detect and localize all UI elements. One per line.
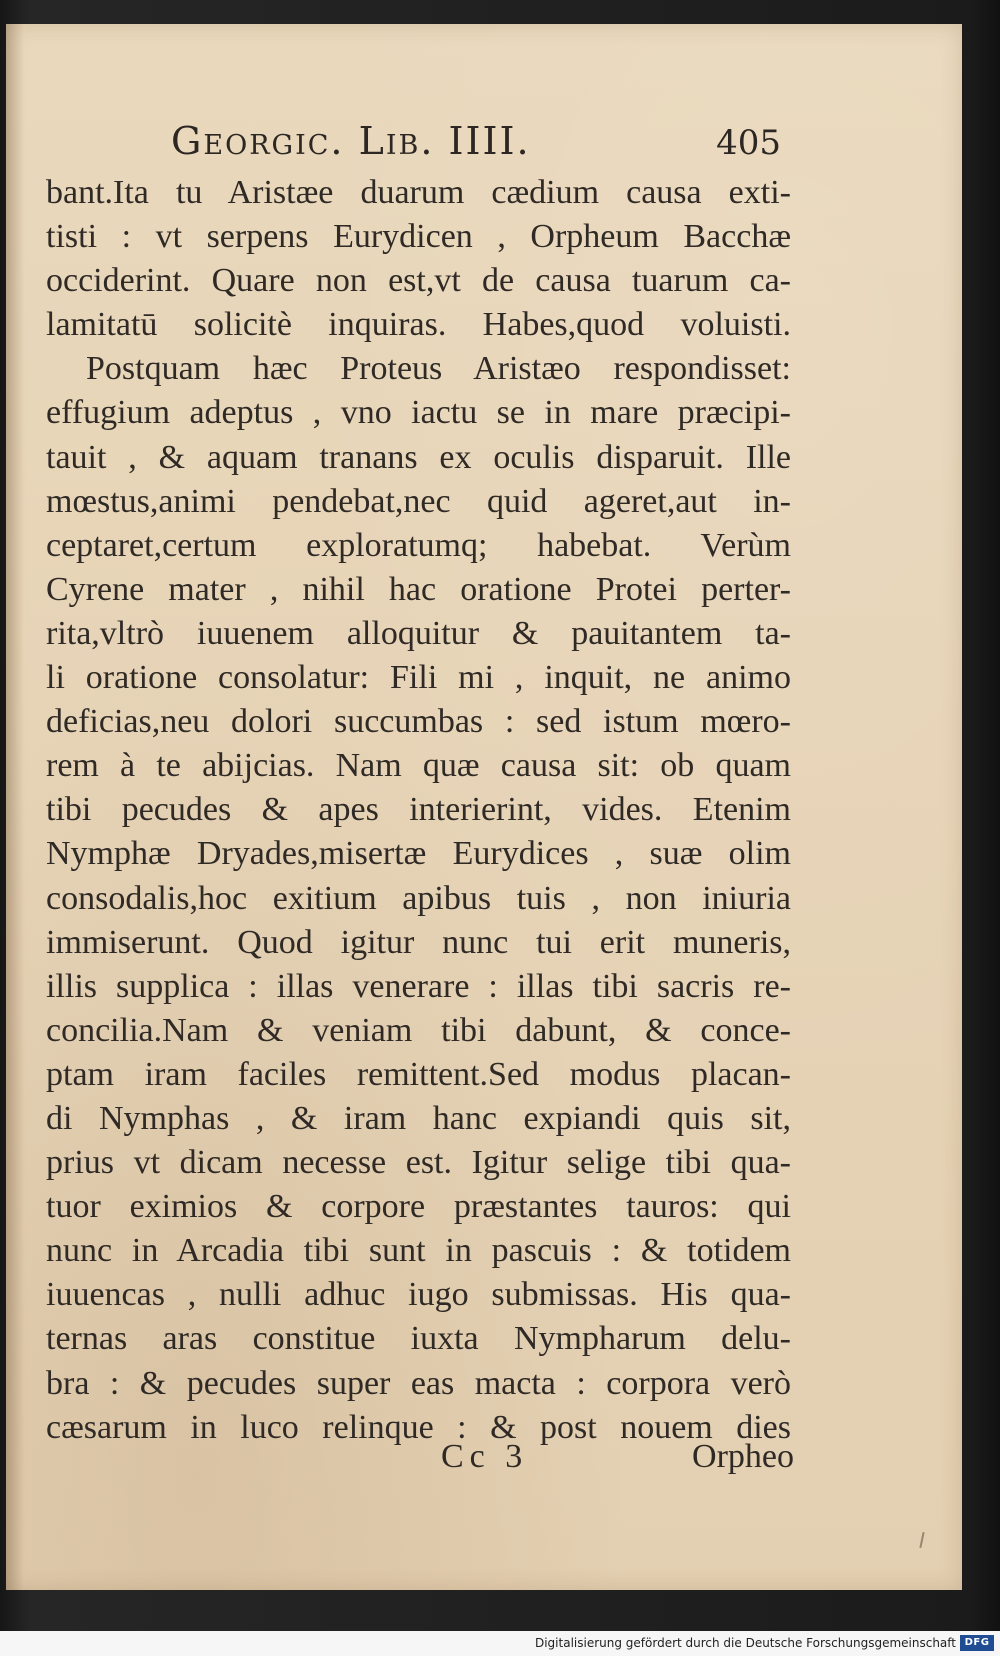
text-line: di Nymphas , & iram hanc expiandi quis sit, <box>46 1099 791 1137</box>
text-line: bra : & pecudes super eas macta : corpora verò <box>46 1364 791 1402</box>
book-page <box>6 24 962 1590</box>
text-line: tibi pecudes & apes interierint, vides. Etenim <box>46 791 791 829</box>
page-footer <box>6 1438 794 1488</box>
text-line: concilia.Nam & veniam tibi dabunt, & conce- <box>46 1011 791 1049</box>
text-line: nunc in Arcadia tibi sunt in pascuis : & totidem <box>46 1232 791 1270</box>
text-line: illis supplica : illas venerare : illas tibi sacris re- <box>46 967 791 1005</box>
text-line: ptam iram faciles remittent.Sed modus placan- <box>46 1055 791 1093</box>
text-line: cæsarum in luco relinque : & post nouem dies <box>46 1408 791 1446</box>
text-line: mœstus,animi pendebat,nec quid ageret,aut in- <box>46 482 791 520</box>
signature-mark: Cc 3 <box>441 1438 529 1475</box>
text-line: rem à te abijcias. Nam quæ causa sit: ob quam <box>46 747 791 785</box>
dfg-logo: DFG <box>960 1635 994 1651</box>
text-line: lamitatū solicitè inquiras. Habes,quod voluisti. <box>46 306 791 344</box>
text-line: li oratione consolatur: Fili mi , inquit, ne animo <box>46 659 791 697</box>
text-line: Nymphæ Dryades,misertæ Eurydices , suæ olim <box>46 835 791 873</box>
text-line: deficias,neu dolori succumbas : sed istum mœro- <box>46 703 791 741</box>
text-line: ternas aras constitue iuxta Nympharum delu- <box>46 1320 791 1358</box>
text-line: iuuencas , nulli adhuc iugo submissas. His qua- <box>46 1276 791 1314</box>
text-line: occiderint. Quare non est,vt de causa tuarum ca- <box>46 262 791 300</box>
text-block <box>46 171 791 1450</box>
text-line: Cyrene mater , nihil hac oratione Protei perter- <box>46 570 791 608</box>
text-line: rita,vltrò iuuenem alloquitur & pauitantem ta- <box>46 614 791 652</box>
text-line: consodalis,hoc exitium apibus tuis , non iniuria <box>46 879 791 917</box>
funding-credit: Digitalisierung gefördert durch die Deutsche Forschungsgemeinschaft <box>534 1636 956 1650</box>
text-line: prius vt dicam necesse est. Igitur selige tibi qua- <box>46 1144 791 1182</box>
running-title: Georgic. Lib. IIII. <box>171 119 531 163</box>
running-head <box>171 116 781 166</box>
page-number: 405 <box>716 123 781 163</box>
text-line: effugium adeptus , vno iactu se in mare præcipi- <box>46 394 791 432</box>
text-line: tuor eximios & corpore præstantes tauros: qui <box>46 1188 791 1226</box>
catchword: Orpheo <box>692 1438 794 1475</box>
text-line: Postquam hæc Proteus Aristæo respondisset: <box>86 350 791 388</box>
text-line: tauit , & aquam tranans ex oculis disparuit. Ille <box>46 438 791 476</box>
paper-speck <box>919 1532 924 1548</box>
text-line: tisti : vt serpens Eurydicen , Orpheum Bacchæ <box>46 218 791 256</box>
text-line: ceptaret,certum exploratumq; habebat. Verùm <box>46 526 791 564</box>
text-line: bant.Ita tu Aristæe duarum cædium causa exti- <box>46 174 791 211</box>
digitization-bar <box>0 1631 1000 1656</box>
text-line: immiserunt. Quod igitur nunc tui erit muneris, <box>46 923 791 961</box>
